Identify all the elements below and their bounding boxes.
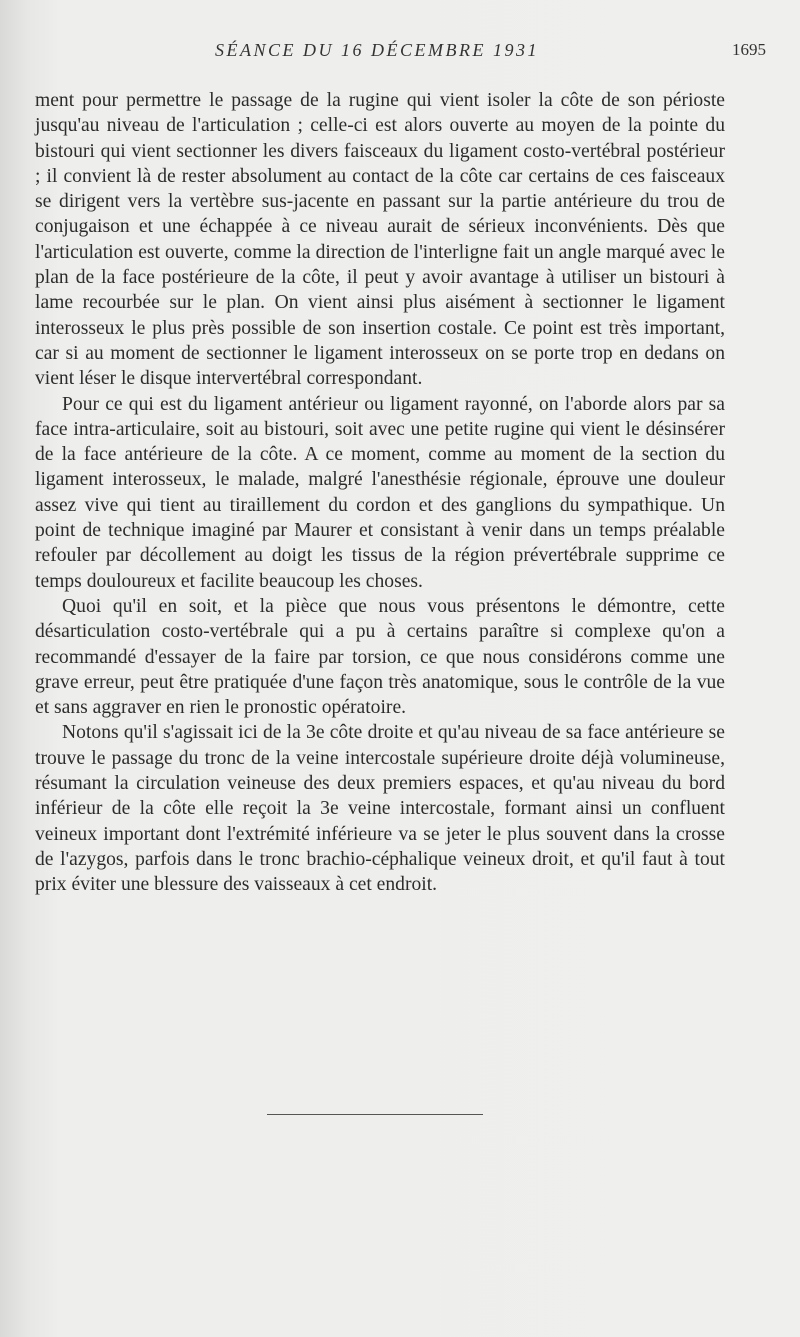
page-header <box>0 40 800 70</box>
section-end-rule <box>267 1114 483 1115</box>
running-head: SÉANCE DU 16 DÉCEMBRE 1931 <box>215 40 539 60</box>
paragraph: Quoi qu'il en soit, et la pièce que nous vous présentons le démontre, cette désarticulation costo-vertébrale qui a pu à certains paraître si complexe qu'on a recommandé d'essayer de la faire par torsion, ce que nous considérons comme une grave erreur, peut être pratiquée d'une façon très anatomique, sous le contrôle de la vue et sans aggraver en rien le pronostic opératoire. <box>35 595 725 719</box>
paragraph: Pour ce qui est du ligament antérieur ou ligament rayonné, on l'aborde alors par sa face intra-articulaire, soit au bistouri, soit avec une petite rugine qui vient le désinsérer de la face antérieure de la côte. A ce moment, comme au moment de la section du ligament interosseux, le malade, malgré l'anesthésie régionale, éprouve une douleur assez vive qui tient au tiraillement du cordon et des ganglions du sympathique. Un point de technique imaginé par Maurer et consistant à venir dans un temps préalable refouler par décollement au doigt les tissus de la région prévertébrale supprime ce temps douloureux et facilite beaucoup les choses. <box>35 393 725 592</box>
paragraph: Notons qu'il s'agissait ici de la 3e côte droite et qu'au niveau de sa face antérieure se trouve le passage du tronc de la veine intercostale supérieure droite déjà volumineuse, résumant la circulation veineuse des deux premiers espaces, et qu'au niveau du bord inférieur de la côte elle reçoit la 3e veine intercostale, formant ainsi un confluent veineux important dont l'extrémité inférieure va se jeter le plus souvent dans la crosse de l'azygos, parfois dans le tronc brachio-céphalique veineux droit, et qu'il faut à tout prix éviter une blessure des vaisseaux à cet endroit. <box>35 722 725 896</box>
article-body <box>35 88 725 898</box>
page-number: 1695 <box>732 40 766 59</box>
paragraph: ment pour permettre le passage de la rugine qui vient isoler la côte de son périoste jusqu'au niveau de l'articulation ; celle-ci est alors ouverte au moyen de la pointe du bistouri qui vient sectionner les divers faisceaux du ligament costo-vertébral postérieur ; il convient là de rester absolument au contact de la côte car certains de ces faisceaux se dirigent vers la vertèbre sus-jacente en passant sur la partie antérieure du trou de conjugaison et une échappée à ce niveau aurait de sérieux inconvénients. Dès que l'articulation est ouverte, comme la direction de l'interligne fait un angle marqué avec le plan de la face postérieure de la côte, il peut y avoir avantage à utiliser un bistouri à lame recourbée sur le plan. On vient ainsi plus aisément à sectionner le ligament interosseux le plus près possible de son insertion costale. Ce point est très important, car si au moment de sectionner le ligament interosseux on se porte trop en dedans on vient léser le disque intervertébral correspondant. <box>35 90 725 390</box>
